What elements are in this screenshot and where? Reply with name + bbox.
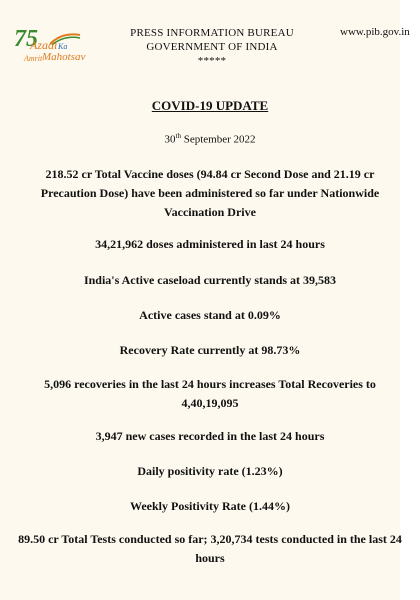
- date-day: 30: [164, 133, 176, 146]
- pib-header: [112, 26, 312, 68]
- statement-doses-24h: 34,21,962 doses administered in last 24 hours: [95, 237, 325, 251]
- logo-mahotsav-text: Mahotsav: [42, 51, 86, 63]
- statement-line: 218.52 cr Total Vaccine doses (94.84 cr Second Dose and 21.19 cr: [45, 167, 375, 181]
- statement-line: Vaccination Drive: [164, 205, 256, 219]
- statement-daily-positivity: Daily positivity rate (1.23%): [137, 464, 283, 478]
- statement-new-cases: 3,947 new cases recorded in the last 24 hours: [95, 429, 325, 443]
- azadi-ka-amrit-mahotsav-logo: [14, 26, 90, 72]
- statement-line: 5,096 recoveries in the last 24 hours increases Total Recoveries to: [44, 377, 376, 391]
- statement-line: 89.50 cr Total Tests conducted so far; 3,20,734 tests conducted in the last 24: [18, 532, 402, 546]
- statement-total-tests: [0, 530, 420, 568]
- header-government: GOVERNMENT OF INDIA: [146, 41, 278, 53]
- statement-weekly-positivity: Weekly Positivity Rate (1.44%): [130, 499, 290, 513]
- statement-recoveries: [0, 375, 420, 413]
- logo-75-mark: 75: [14, 26, 38, 52]
- date-suffix: th: [175, 132, 181, 140]
- header-stars: *****: [197, 55, 227, 67]
- header-bureau-name: PRESS INFORMATION BUREAU: [130, 27, 294, 39]
- website-url: www.pib.gov.in: [340, 26, 410, 38]
- logo-amrit-text: Amrit: [24, 54, 43, 63]
- statement-active-cases-percent: Active cases stand at 0.09%: [139, 308, 281, 322]
- logo-ka-text: Ka: [58, 42, 68, 51]
- page-title: COVID-19 UPDATE: [151, 98, 269, 113]
- date-month-year: September 2022: [180, 133, 256, 146]
- statement-active-caseload: India's Active caseload currently stands at 39,583: [83, 273, 337, 287]
- statement-recovery-rate: Recovery Rate currently at 98.73%: [119, 343, 301, 357]
- statement-line: 4,40,19,095: [181, 396, 239, 410]
- logo-azadi-text: Azadi: [30, 38, 58, 52]
- statement-line: Precaution Dose) have been administered so far under Nationwide: [40, 186, 380, 200]
- statement-vaccine-doses: [0, 165, 420, 222]
- release-date: [0, 132, 420, 146]
- statement-line: hours: [195, 551, 225, 565]
